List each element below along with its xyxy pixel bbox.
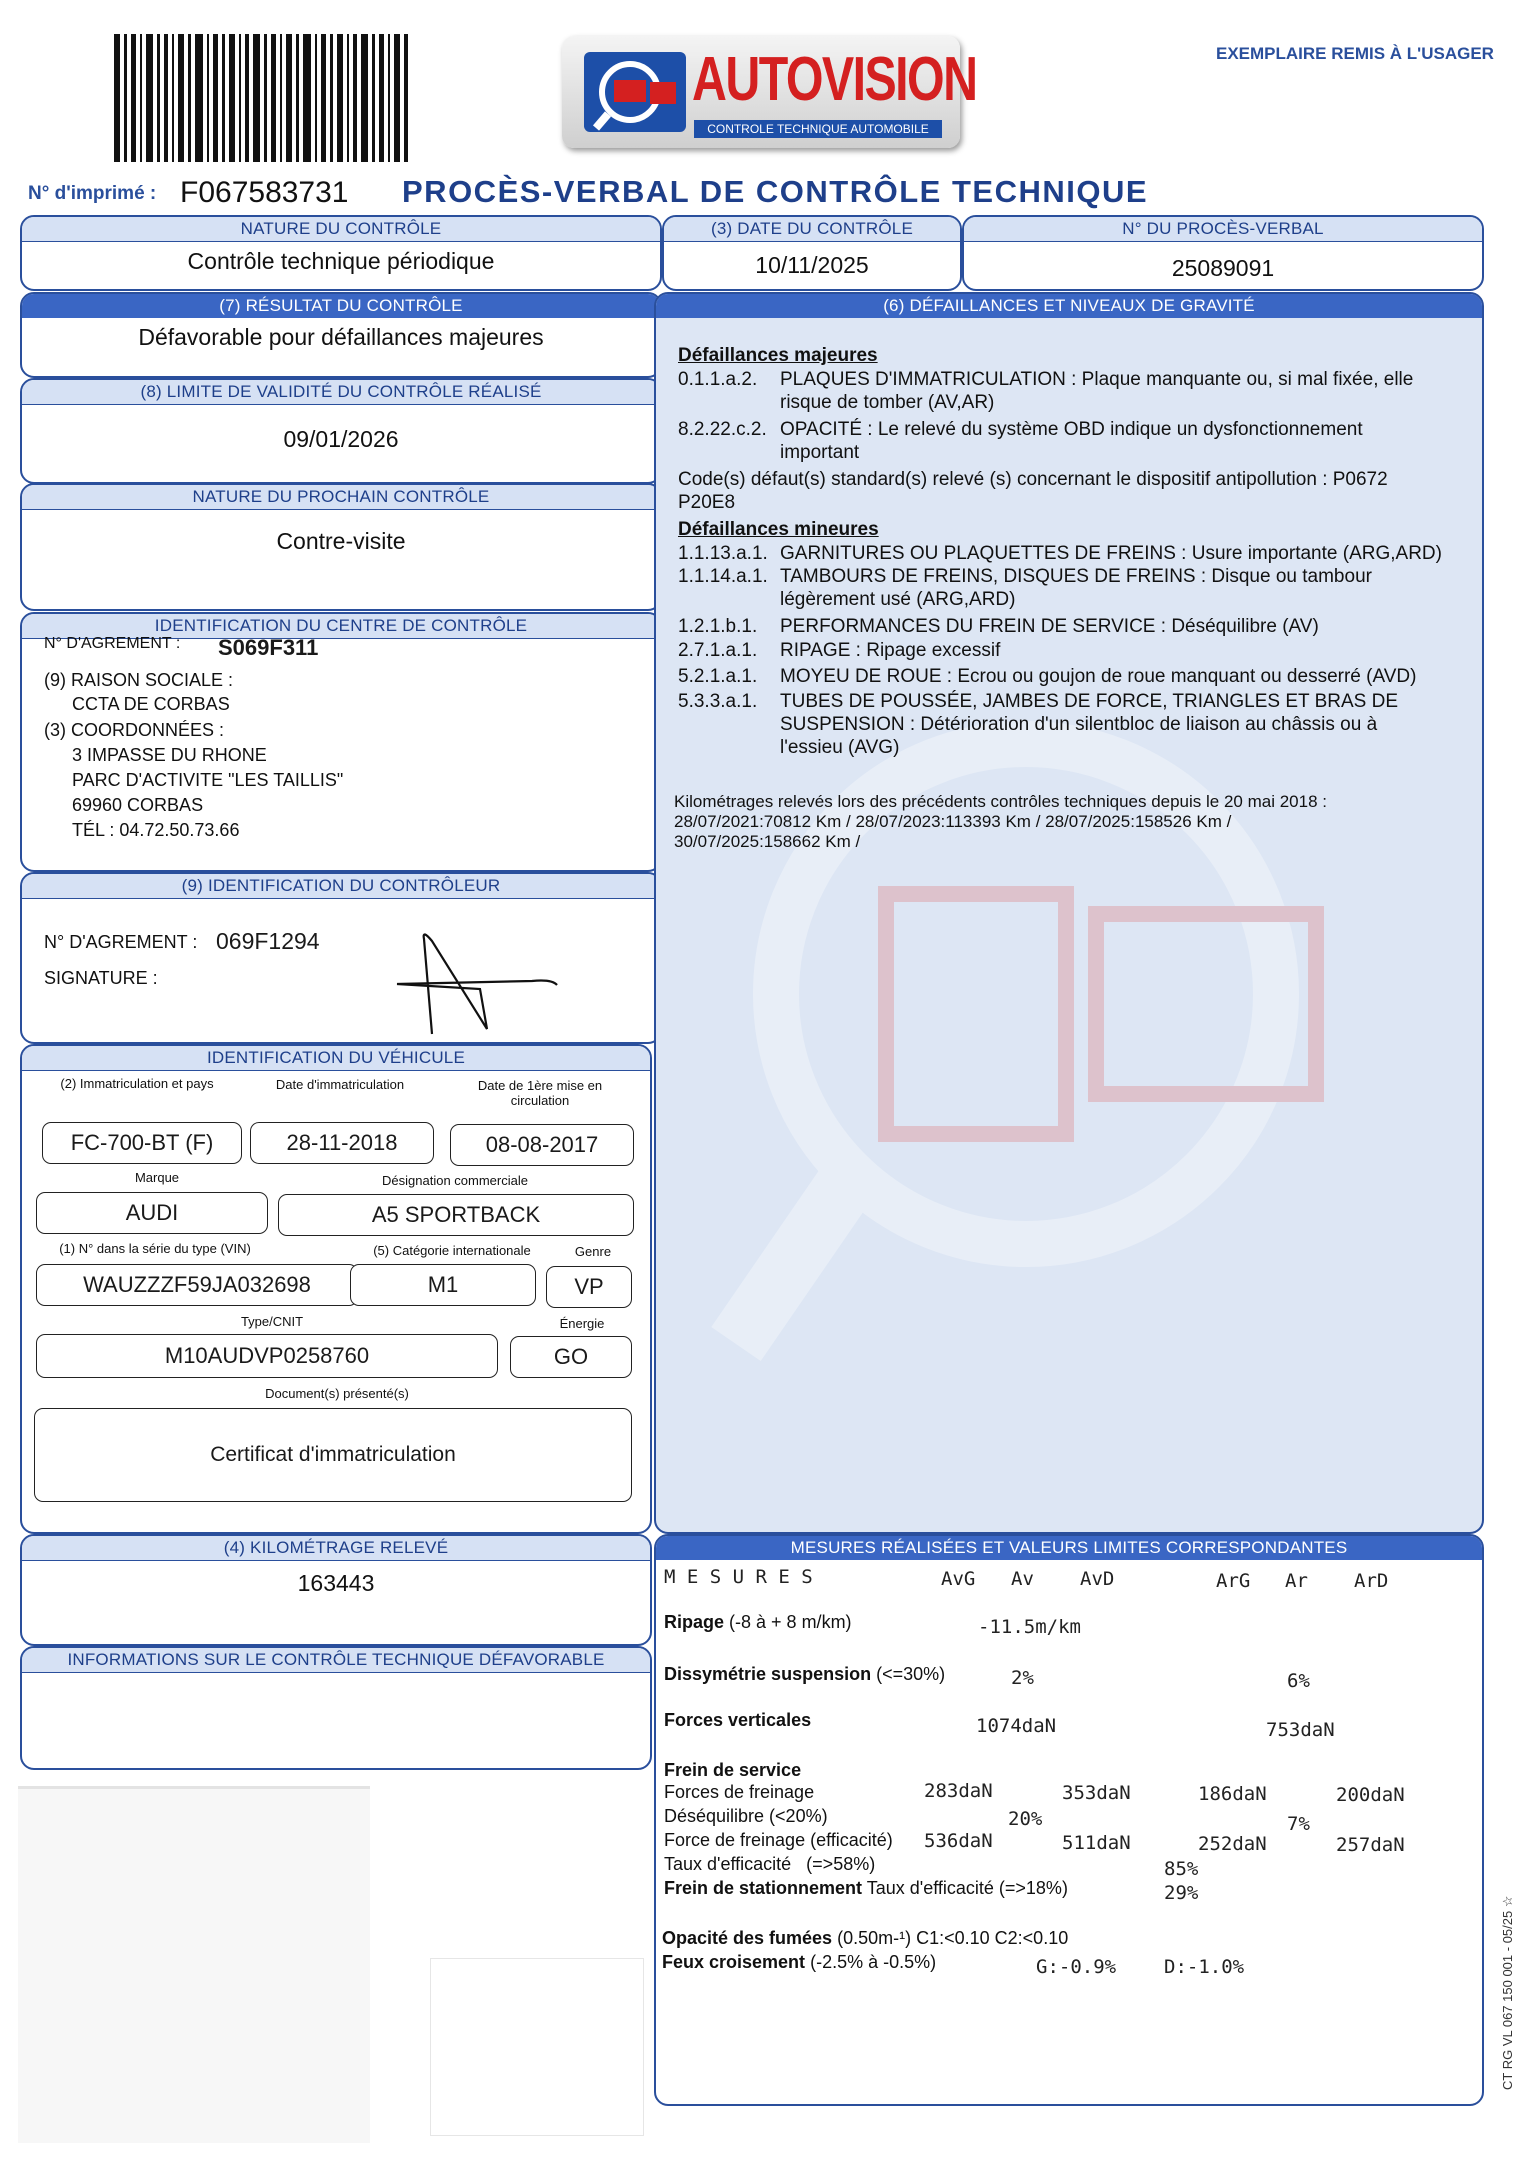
force-efficacite-label: Force de freinage (efficacité) (664, 1830, 893, 1850)
pv-box (962, 215, 1484, 291)
validite-value: 09/01/2026 (283, 426, 399, 452)
logo-tagline: CONTROLE TECHNIQUE AUTOMOBILE (694, 120, 942, 138)
marque-field: AUDI (36, 1192, 268, 1234)
ripage-label: Ripage (-8 à + 8 m/km) (664, 1612, 852, 1632)
watermark-icon (696, 664, 1456, 1424)
defect-text: PERFORMANCES DU FREIN DE SERVICE : Déséquilibre (AV) (780, 616, 1319, 637)
cnit-label: Type/CNIT (240, 1314, 304, 1329)
kilometrage-box (20, 1534, 652, 1646)
kilometrage-value: 163443 (297, 1570, 375, 1596)
defect-code: 5.2.1.a.1. (678, 666, 758, 687)
defect-code: 0.1.1.a.2. (678, 369, 758, 390)
controleur-header: (9) IDENTIFICATION DU CONTRÔLEUR (22, 874, 660, 899)
pv-header: N° DU PROCÈS-VERBAL (964, 217, 1482, 242)
ffe-avg: 536daN (924, 1830, 993, 1852)
defect-code: 8.2.22.c.2. (678, 419, 767, 440)
taux-efficacite-value: 85% (1164, 1858, 1199, 1880)
ff-avd: 353daN (1062, 1782, 1131, 1804)
ffe-avd: 511daN (1062, 1832, 1131, 1854)
logo-emblem-icon (584, 52, 686, 132)
address-line-3: 69960 CORBAS (72, 795, 204, 815)
defect-text-cont: important (780, 442, 860, 463)
barcode (112, 34, 412, 162)
dissymetrie-av: 2% (1011, 1667, 1034, 1689)
designation-label: Désignation commerciale (382, 1173, 528, 1188)
resultat-box (20, 292, 662, 378)
logo-brand: AUTOVISION (692, 45, 977, 114)
signature-label: SIGNATURE : (44, 968, 158, 988)
frein-stationnement: Frein de stationnement Taux d'efficacité (=>18%) (664, 1878, 1068, 1898)
page-title: PROCÈS-VERBAL DE CONTRÔLE TECHNIQUE (402, 174, 1149, 209)
defect-text: OPACITÉ : Le relevé du système OBD indique un dysfonctionnement (780, 419, 1363, 440)
defect-code: 1.1.13.a.1. (678, 543, 768, 564)
date-immat-field: 28-11-2018 (250, 1122, 434, 1164)
majeures-title: Défaillances majeures (678, 345, 878, 366)
validite-header: (8) LIMITE DE VALIDITÉ DU CONTRÔLE RÉALISÉ (22, 380, 660, 405)
mesures-box (654, 1534, 1484, 2106)
immat-label: (2) Immatriculation et pays (60, 1076, 214, 1091)
code-defaut: Code(s) défaut(s) standard(s) relevé (s) concernant le dispositif antipollution : P0672 P20E8 (678, 469, 1388, 513)
mineure-item (678, 665, 1478, 688)
defect-code: 5.3.3.a.1. (678, 691, 758, 712)
date-header: (3) DATE DU CONTRÔLE (664, 217, 960, 242)
mineure-item (678, 542, 1478, 565)
defect-text-cont: légèrement usé (ARG,ARD) (780, 589, 1016, 610)
desequilibre-av: 20% (1008, 1808, 1043, 1830)
controleur-agrement-label: N° D'AGREMENT : (44, 932, 198, 952)
designation-field: A5 SPORTBACK (278, 1194, 634, 1236)
defect-text: PLAQUES D'IMMATRICULATION : Plaque manquante ou, si mal fixée, elle (780, 369, 1414, 390)
majeure-item (678, 418, 1478, 464)
forces-freinage-label: Forces de freinage (664, 1782, 815, 1802)
autovision-logo (562, 36, 977, 148)
defect-text: TAMBOURS DE FREINS, DISQUES DE FREINS : Disque ou tambour (780, 566, 1372, 587)
resultat-value: Défavorable pour défaillances majeures (138, 324, 544, 350)
infos-box (20, 1646, 652, 1770)
nature-header: NATURE DU CONTRÔLE (22, 217, 660, 242)
vin-label: (1) N° dans la série du type (VIN) (59, 1241, 251, 1256)
centre-agrement-label: N° D'AGREMENT : (44, 635, 181, 652)
defaillances-box (654, 292, 1484, 1534)
date-1ere-label: Date de 1ère mise en circulation (477, 1078, 603, 1108)
documents-field: Certificat d'immatriculation (34, 1408, 632, 1502)
blank-sticker (430, 1958, 644, 2136)
date-immat-label: Date d'immatriculation (275, 1077, 405, 1092)
nature-box (20, 215, 662, 291)
categorie-field: M1 (350, 1264, 536, 1306)
genre-field: VP (546, 1266, 632, 1308)
prochain-value: Contre-visite (276, 528, 406, 554)
signature (382, 929, 562, 1039)
defect-text: GARNITURES OU PLAQUETTES DE FREINS : Usure importante (ARG,ARD) (780, 543, 1442, 564)
defect-text: TUBES DE POUSSÉE, JAMBES DE FORCE, TRIANGLES ET BRAS DE (780, 691, 1399, 712)
mesures-title: M E S U R E S (664, 1566, 813, 1588)
prochain-header: NATURE DU PROCHAIN CONTRÔLE (22, 485, 660, 510)
mineure-item (678, 690, 1478, 759)
energie-label: Énergie (559, 1316, 605, 1331)
raison-sociale-label: (9) RAISON SOCIALE : (44, 670, 234, 690)
defect-code: 1.1.14.a.1. (678, 566, 768, 587)
centre-header: IDENTIFICATION DU CENTRE DE CONTRÔLE (22, 614, 660, 639)
frein-stationnement-value: 29% (1164, 1882, 1199, 1904)
print-number: F067583731 (180, 176, 349, 209)
desequilibre-label: Déséquilibre (<20%) (664, 1806, 828, 1826)
forces-verticales-av: 1074daN (976, 1715, 1057, 1737)
vehicule-box (20, 1044, 652, 1534)
vin-field: WAUZZZF59JA032698 (36, 1264, 358, 1306)
centre-agrement: S069F311 (218, 635, 319, 660)
col-arg: ArG (1216, 1570, 1251, 1592)
energie-field: GO (510, 1336, 632, 1378)
defect-text: MOYEU DE ROUE : Ecrou ou goujon de roue manquant ou desserré (AVD) (780, 666, 1417, 687)
date-box (662, 215, 962, 291)
infos-header: INFORMATIONS SUR LE CONTRÔLE TECHNIQUE DÉFAVORABLE (22, 1648, 650, 1673)
feux-gauche: G:-0.9% (1036, 1956, 1117, 1978)
defect-text-cont: l'essieu (AVG) (780, 737, 900, 758)
mineure-item (678, 639, 1478, 662)
genre-label: Genre (574, 1244, 612, 1259)
ff-ard: 200daN (1336, 1784, 1405, 1806)
col-av: Av (1011, 1568, 1034, 1590)
address-line-1: 3 IMPASSE DU RHONE (72, 745, 267, 765)
mineure-item (678, 615, 1478, 638)
opacite-label: Opacité des fumées (0.50m-¹) C1:<0.10 C2:<0.10 (662, 1928, 1069, 1948)
defect-code: 1.2.1.b.1. (678, 616, 758, 637)
defect-text-cont: risque de tomber (AV,AR) (780, 392, 995, 413)
col-ar: Ar (1285, 1570, 1308, 1592)
print-number-label: N° d'imprimé : (28, 183, 157, 204)
mesures-header: MESURES RÉALISÉES ET VALEURS LIMITES CORRESPONDANTES (656, 1536, 1482, 1560)
defect-text: RIPAGE : Ripage excessif (780, 640, 1001, 661)
prochain-box (20, 483, 662, 611)
resultat-header: (7) RÉSULTAT DU CONTRÔLE (22, 294, 660, 318)
mineures-title: Défaillances mineures (678, 519, 879, 540)
date-1ere-field: 08-08-2017 (450, 1124, 634, 1166)
feux-label: Feux croisement (-2.5% à -0.5%) (662, 1952, 937, 1972)
ff-arg: 186daN (1198, 1783, 1267, 1805)
frein-service-label: Frein de service (664, 1760, 802, 1780)
validite-box (20, 378, 662, 484)
defect-text-cont: SUSPENSION : Détérioration d'un silentbloc de liaison au châssis ou à (780, 714, 1378, 735)
forces-verticales-label: Forces verticales (664, 1710, 812, 1730)
raison-sociale: CCTA DE CORBAS (72, 694, 230, 714)
desequilibre-ar: 7% (1287, 1813, 1310, 1835)
taux-efficacite-label: Taux d'efficacité (=>58%) (664, 1854, 876, 1874)
centre-box (20, 612, 662, 872)
immat-field: FC-700-BT (F) (42, 1122, 242, 1164)
marque-label: Marque (134, 1170, 180, 1185)
form-reference: CT RG VL 067 150 001 - 05/25 ☆ (1500, 1895, 1515, 2090)
col-ard: ArD (1354, 1570, 1389, 1592)
col-avd: AvD (1080, 1568, 1115, 1590)
dissymetrie-label: Dissymétrie suspension (<=30%) (664, 1664, 946, 1684)
nature-value: Contrôle technique périodique (187, 248, 495, 274)
controleur-agrement: 069F1294 (216, 928, 320, 954)
blank-label-area (18, 1786, 370, 2143)
majeure-item (678, 368, 1478, 414)
forces-verticales-ar: 753daN (1266, 1719, 1335, 1741)
telephone: TÉL : 04.72.50.73.66 (72, 820, 240, 840)
col-avg: AvG (941, 1568, 976, 1590)
documents-label: Document(s) présenté(s) (265, 1386, 409, 1401)
ff-avg: 283daN (924, 1780, 993, 1802)
mineure-item (678, 565, 1478, 611)
copy-label: EXEMPLAIRE REMIS À L'USAGER (1216, 44, 1494, 63)
ffe-arg: 252daN (1198, 1833, 1267, 1855)
kilometrage-header: (4) KILOMÉTRAGE RELEVÉ (22, 1536, 650, 1561)
categorie-label: (5) Catégorie internationale (373, 1243, 531, 1258)
dissymetrie-ar: 6% (1287, 1670, 1310, 1692)
vehicule-header: IDENTIFICATION DU VÉHICULE (22, 1046, 650, 1071)
ripage-value: -11.5m/km (978, 1616, 1081, 1638)
kilometrages-precedents: Kilométrages relevés lors des précédents contrôles techniques depuis le 20 mai 2018 : 28/07/2021:70812 Km / 28/07/2023:113393 Km / 28/07/2025:158526 Km / 30/07/2025:158662 Km / (674, 792, 1327, 851)
pv-value: 25089091 (1171, 255, 1275, 281)
defect-code: 2.7.1.a.1. (678, 640, 758, 661)
coordonnees-label: (3) COORDONNÉES : (44, 720, 225, 740)
feux-droite: D:-1.0% (1164, 1956, 1245, 1978)
ffe-ard: 257daN (1336, 1834, 1405, 1856)
controleur-box (20, 872, 662, 1044)
date-value: 10/11/2025 (755, 252, 869, 278)
address-line-2: PARC D'ACTIVITE "LES TAILLIS" (72, 770, 344, 790)
cnit-field: M10AUDVP0258760 (36, 1334, 498, 1378)
defaillances-header: (6) DÉFAILLANCES ET NIVEAUX DE GRAVITÉ (656, 294, 1482, 318)
